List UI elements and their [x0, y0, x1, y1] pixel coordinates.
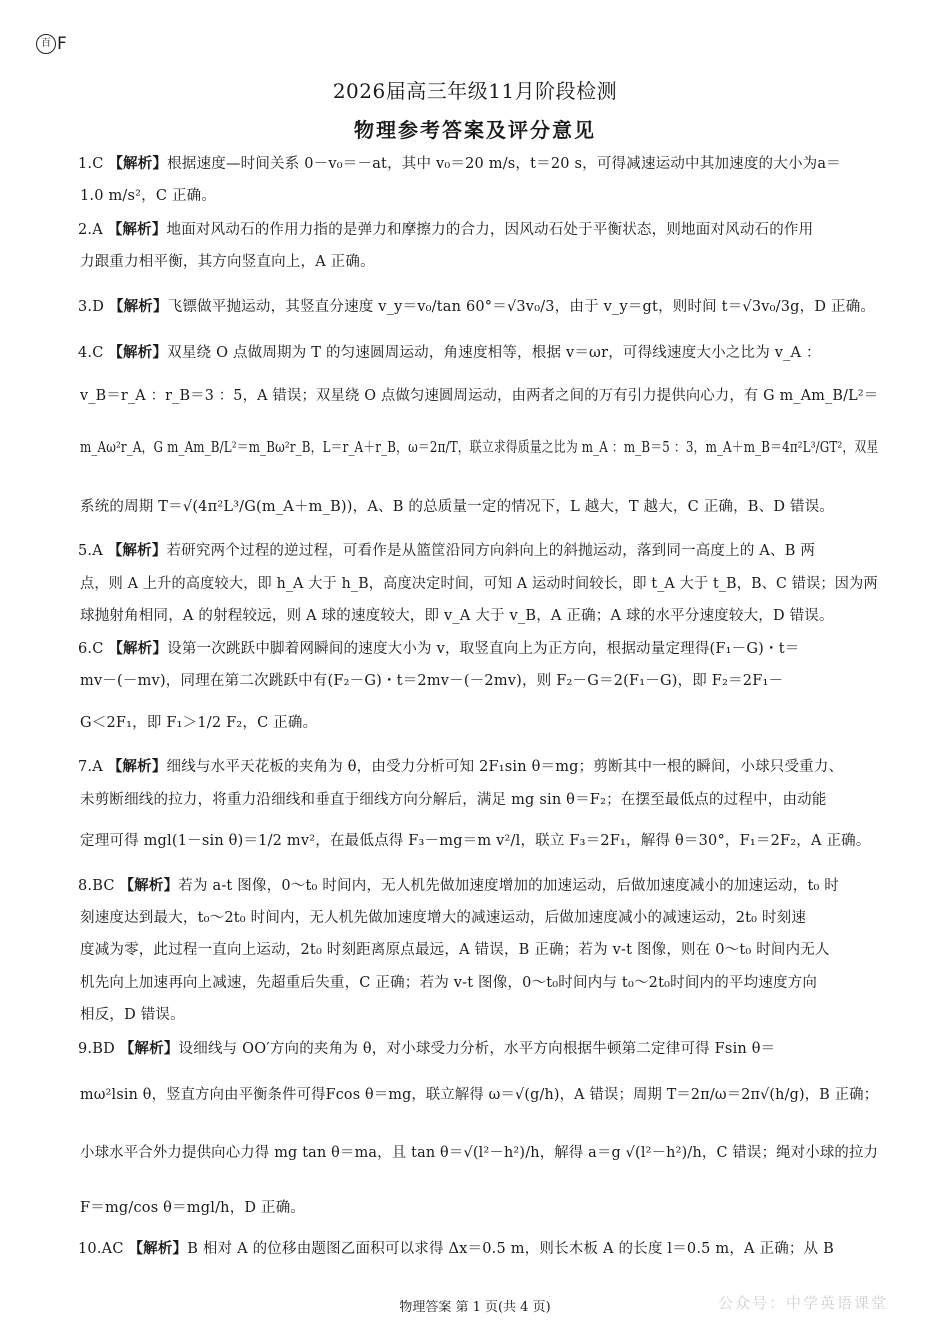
answer-line: 6.C 【解析】设第一次跳跃中脚着网瞬间的速度大小为 v，取竖直向上为正方向，根据动量定理得(F₁－G)・t＝ — [78, 641, 800, 657]
answer-line: G＜2F₁，即 F₁＞1/2 F₂，C 正确。 — [80, 715, 318, 731]
answer-line: 1.C 【解析】根据速度—时间关系 0－v₀＝－at，其中 v₀＝20 m/s，t＝20 s，可得减速运动中其加速度的大小为a＝ — [78, 156, 841, 172]
answer-line: 2.A 【解析】地面对风动石的作用力指的是弹力和摩擦力的合力，因风动石处于平衡状态，则地面对风动石的作用 — [78, 222, 814, 238]
answer-line: 未剪断细线的拉力，将重力沿细线和垂直于细线方向分解后，满足 mg sin θ＝F₂；在摆至最低点的过程中，由动能 — [80, 792, 827, 808]
answer-line: 力跟重力相平衡，其方向竖直向上，A 正确。 — [80, 254, 375, 270]
logo-ring-icon: 百 — [36, 34, 56, 54]
page-footer: 物理答案 第 1 页(共 4 页) — [399, 1300, 551, 1315]
answer-line: 7.A 【解析】细线与水平天花板的夹角为 θ，由受力分析可知 2F₁sin θ＝mg；剪断其中一根的瞬间，小球只受重力、 — [78, 759, 844, 775]
answer-line: F＝mg/cos θ＝mgl/h，D 正确。 — [80, 1200, 306, 1216]
watermark: 公众号：中学英语课堂 — [718, 1294, 889, 1312]
logo-letter: F — [57, 34, 67, 54]
answer-line: 8.BC 【解析】若为 a-t 图像，0～t₀ 时间内，无人机先做加速度增加的加速运动，后做加速度减小的加速运动，t₀ 时 — [78, 878, 839, 894]
answer-line: 小球水平合外力提供向心力得 mg tan θ＝ma，且 tan θ＝√(l²－h²)/h，解得 a＝g √(l²－h²)/h，C 错误；绳对小球的拉力 — [80, 1145, 879, 1161]
publisher-logo — [36, 34, 67, 54]
answer-line: 定理可得 mgl(1－sin θ)＝1/2 mv²，在最低点得 F₃－mg＝m v²/l，联立 F₃＝2F₁，解得 θ＝30°，F₁＝2F₂，A 正确。 — [80, 833, 871, 849]
answer-line: 度减为零，此过程一直向上运动，2t₀ 时刻距离原点最远，A 错误，B 正确；若为 v-t 图像，则在 0～t₀ 时间内无人 — [80, 942, 830, 958]
answer-line: 球抛射角相同，A 的射程较远，则 A 球的速度较大，即 v_A 大于 v_B，A 正确；A 球的水平分速度较大，D 错误。 — [80, 608, 834, 624]
answer-key-title: 物理参考答案及评分意见 — [354, 118, 596, 142]
answer-line: 5.A 【解析】若研究两个过程的逆过程，可看作是从篮筐沿同方向斜向上的斜抛运动，落到同一高度上的 A、B 两 — [78, 543, 816, 559]
answer-line: 点，则 A 上升的高度较大，即 h_A 大于 h_B，高度决定时间，可知 A 运动时间较长，即 t_A 大于 t_B，B、C 错误；因为两 — [80, 576, 878, 592]
answer-line: 机先向上加速再向上减速，先超重后失重，C 正确；若为 v-t 图像，0～t₀时间内与 t₀～2t₀时间内的平均速度方向 — [80, 975, 818, 991]
answer-line: 10.AC 【解析】B 相对 A 的位移由题图乙面积可以求得 Δx＝0.5 m，则长木板 A 的长度 l＝0.5 m，A 正确；从 B — [78, 1241, 834, 1257]
answer-line: m_Aω²r_A，G m_Am_B/L²＝m_Bω²r_B，L＝r_A＋r_B，ω＝2π/T，联立求得质量之比为 m_A ：m_B＝5 ：3，m_A＋m_B＝4π²L³/GT²，双星 — [80, 440, 879, 456]
answer-line: 3.D 【解析】飞镖做平抛运动，其竖直分速度 v_y＝v₀/tan 60°＝√3v₀/3，由于 v_y＝gt，则时间 t＝√3v₀/3g，D 正确。 — [78, 299, 876, 315]
answer-line: mv－(－mv)，同理在第二次跳跃中有(F₂－G)・t＝2mv－(－2mv)，则 F₂－G＝2(F₁－G)，即 F₂＝2F₁－ — [80, 673, 784, 689]
answer-line: 9.BD 【解析】设细线与 OO′方向的夹角为 θ，对小球受力分析，水平方向根据牛顿第二定律可得 Fsin θ＝ — [78, 1041, 776, 1057]
answer-line: 相反，D 错误。 — [80, 1007, 185, 1023]
answer-line: 系统的周期 T＝√(4π²L³/G(m_A＋m_B))，A、B 的总质量一定的情况下，L 越大，T 越大，C 正确，B、D 错误。 — [80, 499, 835, 515]
answer-line: 4.C 【解析】双星绕 O 点做周期为 T 的匀速圆周运动，角速度相等，根据 v＝ωr，可得线速度大小之比为 v_A ： — [78, 345, 821, 361]
answer-line: 1.0 m/s²，C 正确。 — [80, 188, 217, 204]
exam-title: 2026届高三年级11月阶段检测 — [332, 79, 618, 103]
answer-line: mω²lsin θ，竖直方向由平衡条件可得Fcos θ＝mg，联立解得 ω＝√(g/h)，A 错误；周期 T＝2π/ω＝2π√(h/g)，B 正确； — [80, 1087, 879, 1103]
answer-line: v_B＝r_A ：r_B＝3 ：5，A 错误；双星绕 O 点做匀速圆周运动，由两者之间的万有引力提供向心力，有 G m_Am_B/L²＝ — [80, 388, 879, 404]
answer-line: 刻速度达到最大，t₀～2t₀ 时间内，无人机先做加速度增大的减速运动，后做加速度减小的减速运动，2t₀ 时刻速 — [80, 910, 807, 926]
